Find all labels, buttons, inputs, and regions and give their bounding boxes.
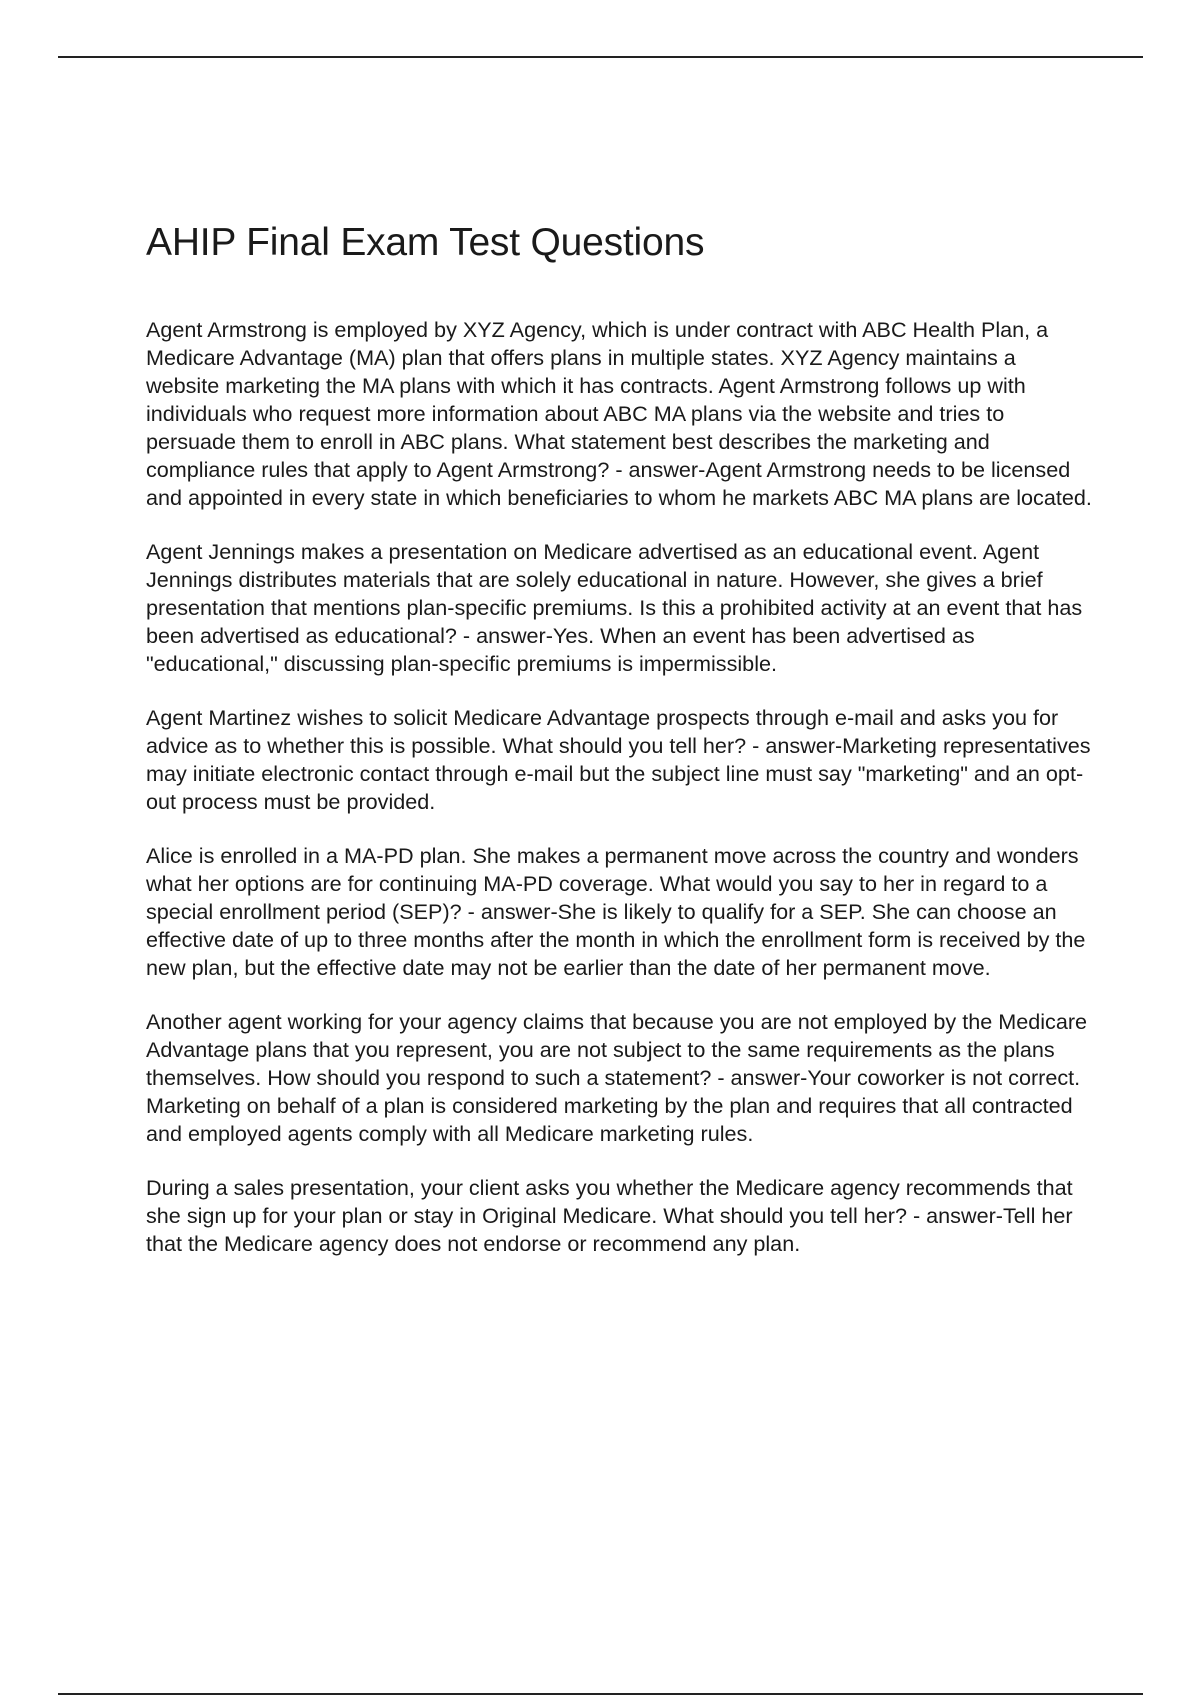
question-list <box>146 316 1094 1258</box>
document-body <box>146 218 1094 1284</box>
question-item-martinez: Agent Martinez wishes to solicit Medicare Advantage prospects through e-mail and asks you for advice as to whether this is possible. What should you tell her? - answer-Marketing representatives may initiate electronic contact through e-mail but the subject line must say "marketing" and an opt-out process must be provided. <box>146 705 1091 814</box>
question-item-jennings: Agent Jennings makes a presentation on Medicare advertised as an educational event. Agent Jennings distributes materials that are solely educational in nature. However, she gives a brief presentation that mentions plan-specific premiums. Is this a prohibited activity at an event that has been advertised as educational? - answer-Yes. When an event has been advertised as "educational," discussing plan-specific premiums is impermissible. <box>146 539 1083 676</box>
question-item-another-agent: Another agent working for your agency claims that because you are not employed by the Medicare Advantage plans that you represent, you are not subject to the same requirements as the plans themselves. How should you respond to such a statement? - answer-Your coworker is not correct. Marketing on behalf of a plan is considered marketing by the plan and requires that all contracted and employed agents comply with all Medicare marketing rules. <box>146 1009 1088 1146</box>
top-divider <box>58 56 1143 58</box>
question-item-sales-presentation: During a sales presentation, your client asks you whether the Medicare agency recommends that she sign up for your plan or stay in Original Medicare. What should you tell her? - answer-Tell her that the Medicare agency does not endorse or recommend any plan. <box>146 1175 1073 1256</box>
bottom-divider <box>58 1693 1143 1695</box>
question-item-armstrong: Agent Armstrong is employed by XYZ Agency, which is under contract with ABC Health Plan, a Medicare Advantage (MA) plan that offers plans in multiple states. XYZ Agency maintains a website marketing the MA plans with which it has contracts. Agent Armstrong follows up with individuals who request more information about ABC MA plans via the website and tries to persuade them to enroll in ABC plans. What statement best describes the marketing and compliance rules that apply to Agent Armstrong? - answer-Agent Armstrong needs to be licensed and appointed in every state in which beneficiaries to whom he markets ABC MA plans are located. <box>146 317 1092 510</box>
question-item-alice: Alice is enrolled in a MA-PD plan. She makes a permanent move across the country and wonders what her options are for continuing MA-PD coverage. What would you say to her in regard to a special enrollment period (SEP)? - answer-She is likely to qualify for a SEP. She can choose an effective date of up to three months after the month in which the enrollment form is received by the new plan, but the effective date may not be earlier than the date of her permanent move. <box>146 843 1086 980</box>
page-title: AHIP Final Exam Test Questions <box>146 221 705 264</box>
